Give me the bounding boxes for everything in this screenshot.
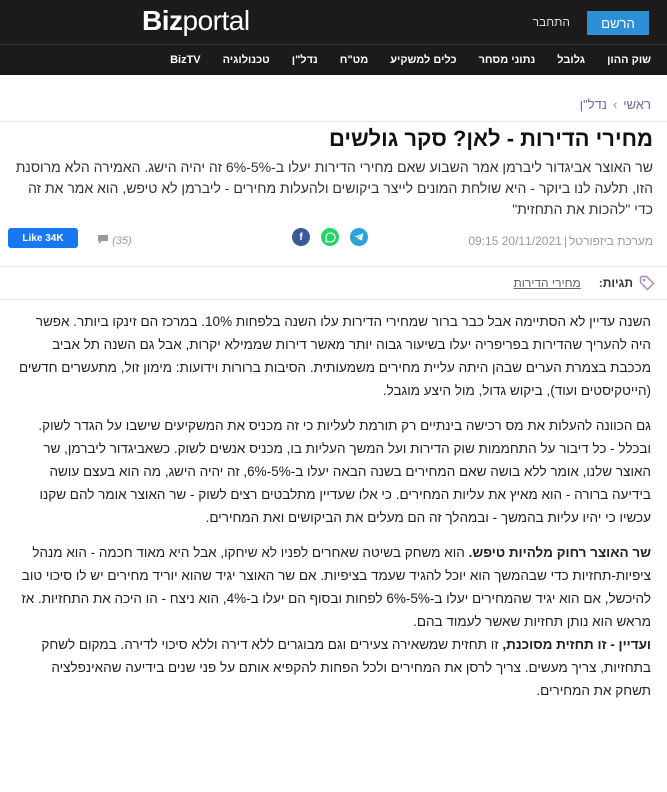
nav-item-technology[interactable]: טכנולוגיה <box>222 54 270 66</box>
article-body <box>0 300 667 702</box>
article-paragraph: השנה עדיין לא הסתיימה אבל כבר ברור שמחירי הדירות עלו השנה בלפחות 10%. במרכז הם זינקו ביותר. אפשר היה להעריך שהדירות בפריפריה יעלו בשיעור גבוה יותר מאשר דירות שממילא יקרות, אבל גם השנה תל אביב מככבת בצמרת הערים שבהן היתה עליית מחירים משמעותית. הסיבות ברורות וידועות: מימון זול, מתעשרים חדשים (הייטקיסטים ועוד), ביקוש גדול, מול היצע מוגבל. <box>18 314 651 398</box>
register-button[interactable]: הרשם <box>587 11 649 35</box>
main-nav <box>0 44 667 75</box>
bizportal-logo[interactable]: Bizportal <box>142 5 250 36</box>
whatsapp-icon[interactable] <box>321 228 339 246</box>
tags-label: תגיות: <box>598 276 633 290</box>
article-meta-row <box>0 228 667 258</box>
login-link[interactable]: התחבר <box>532 15 570 29</box>
article-time: 09:15 <box>468 234 499 248</box>
breadcrumb-home[interactable]: ראשי <box>623 97 651 112</box>
article-subtitle: שר האוצר אביגדור ליברמן אמר השבוע שאם מחירי הדירות יעלו ב-5%-6% זה יהיה הישג. האמירה הלא מרוסנת הזו, תלעה לנו ביוקר - היא שולחת המונים לייצר ביקושים ולהעלות מחירים - ליברמן לא טיפש, הוא אמר את זה כדי "להכות את התחזית" <box>15 159 653 217</box>
nav-item-real-estate[interactable]: נדל"ן <box>291 54 318 66</box>
paragraph-lead: ועדיין - זו תחזית מסוכנת, <box>502 637 651 652</box>
article-title: מחירי הדירות - לאן? סקר גולשים <box>328 126 653 151</box>
tags-row <box>0 266 667 300</box>
article-paragraph: ועדיין - זו תחזית מסוכנת, זו תחזית שמשאירה צעירים וגם מבוגרים ללא דירה וללא סיכוי לדירה. במקום לשחק בתחזיות, צריך מעשים. צריך לרסן את המחירים ולכל הפחות להקפיא אותם על פני שנים בידיעה שהאינפלציה תשחק את המחירים. <box>41 637 651 698</box>
like-label: Like 34K <box>22 232 64 244</box>
share-buttons <box>292 228 368 246</box>
paragraph-lead: שר האוצר רחוק מלהיות טיפש. <box>468 545 651 560</box>
nav-item-global[interactable]: גלובל <box>557 54 586 66</box>
breadcrumb <box>0 95 667 122</box>
article-paragraph: שר האוצר רחוק מלהיות טיפש. הוא משחק בשיטה שאחרים לפניו לא שיחקו, אבל היא מאוד חכמה - הוא מנהל ציפיות-תחזיות כדי שבהמשך הוא יוכל להגיד שעמד בציפיות. אם שר האוצר יגיד שהוא יוריד מחירים יש לו סיכוי טוב להיכשל, אם הוא יגיד שהמחירים יעלו ב-5%-6% לפחות ובסוף הם יעלו ב-4%, הוא ניצח - הו היכה את התחזיות. אז מראש הוא נותן תחזיות שאשר לעמוד בהם. <box>21 545 651 629</box>
telegram-icon[interactable] <box>350 228 368 246</box>
breadcrumb-real-estate[interactable]: נדל"ן <box>579 97 607 112</box>
comments-count[interactable]: (35) <box>97 234 132 248</box>
nav-item-trading-data[interactable]: נתוני מסחר <box>478 54 536 66</box>
nav-item-biztv[interactable]: BizTV <box>170 54 201 66</box>
article-author: מערכת ביזפורטל <box>568 234 653 248</box>
article-date: 20/11/2021 <box>501 234 562 248</box>
comment-icon <box>97 234 109 248</box>
facebook-like-button[interactable] <box>8 228 78 248</box>
nav-item-investor-tools[interactable]: כלים למשקיע <box>390 54 457 66</box>
nav-item-forex[interactable]: מט"ח <box>339 54 369 66</box>
tag-link[interactable]: מחירי הדירות <box>513 276 581 290</box>
facebook-icon[interactable]: f <box>292 228 310 246</box>
nav-item-capital-market[interactable]: שוק ההון <box>607 54 651 66</box>
article-paragraph: גם הכוונה להעלות את מס רכישה בינתיים רק תורמת לעליות כי זה מכניס את המשקיעים שישבו על הגדר לשוק. ובכלל - כל דיבור על התחממות שוק הדירות ועל המשך העליות בו, מכניס אנשים לשוק. כשאביגדור ליברמן, שר האוצר שלנו, אומר ללא בושה שאם המחירים בשנה הבאה יעלו ב-5%-6%, זה יהיה הישג, מה הוא בעצם עושה בידיעה ברורה - הוא מאיץ את עליות המחירים. כי אלו שעדיין מתלבטים רצים לשוק - שר האוצר אומר להם שקנו עכשיו כי יהיו עליות בהמשך - ובמהלך זה הם מעלים את הביקושים ואת המחירים. <box>38 418 651 525</box>
tag-icon <box>639 275 655 291</box>
article-byline: מערכת ביזפורטל|20/11/2021 09:15 <box>468 234 653 248</box>
breadcrumb-separator: › <box>612 97 618 112</box>
top-header-bar <box>0 0 667 44</box>
